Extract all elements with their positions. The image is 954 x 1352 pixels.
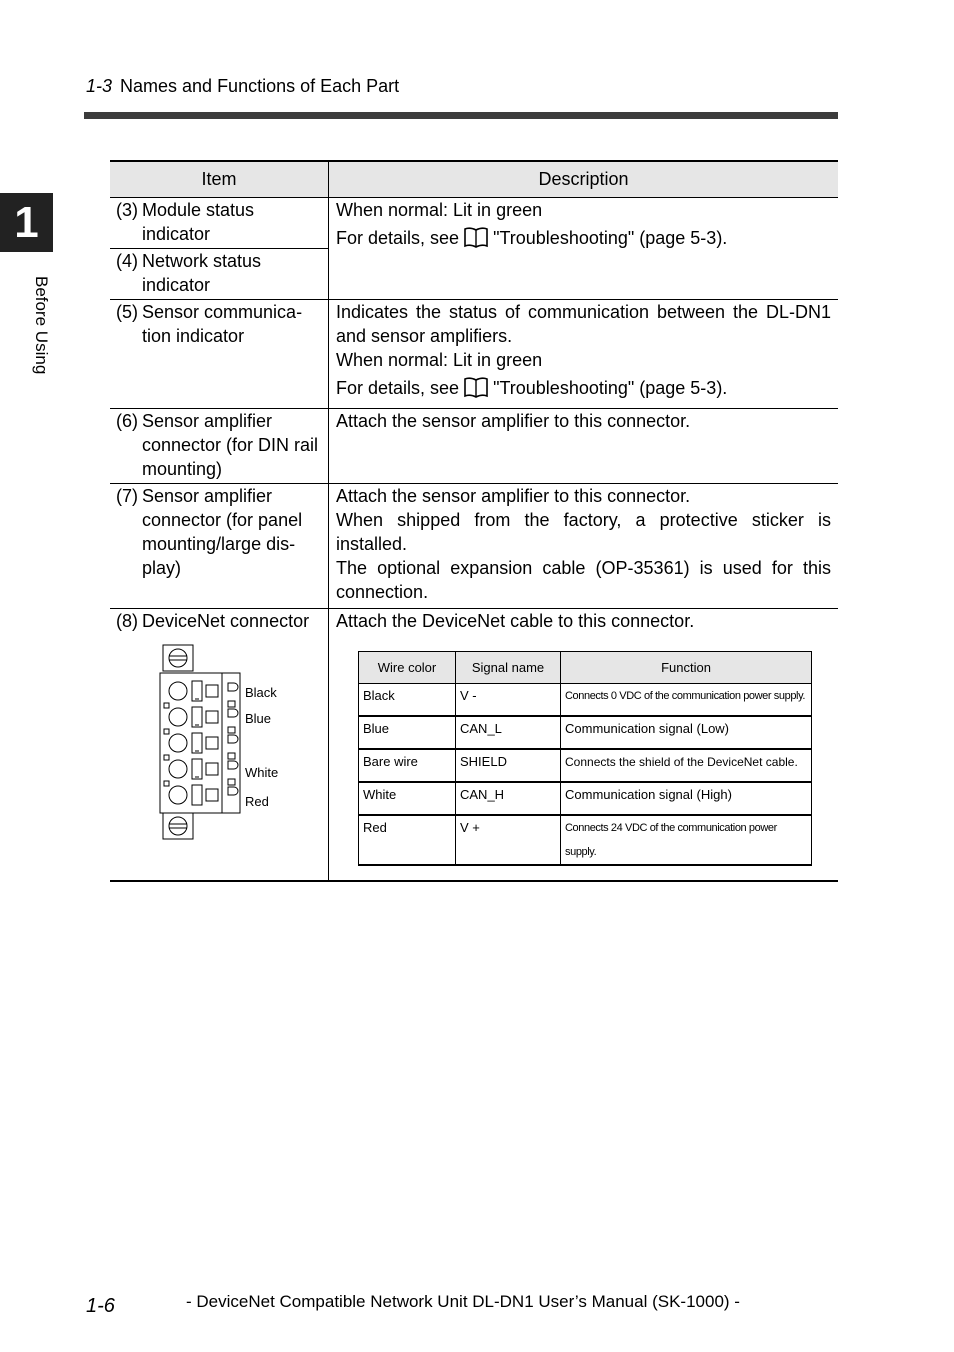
wire-row: White CAN_H Communication signal (High) [359,782,812,815]
chapter-label: Before Using [32,276,51,375]
section-number: 1-3 [86,76,113,96]
header-rule [84,112,838,119]
item-cell: (3) Module status indicator [110,198,329,249]
wire-column-header: Function [561,652,812,684]
item-cell: (4) Network status indicator [110,249,329,300]
page-number: 1-6 [86,1295,115,1317]
item-cell: (7) Sensor amplifier connector (for panel mounting/large dis-play) [110,484,329,609]
wire-row: Bare wire SHIELD Connects the shield of the DeviceNet cable. [359,749,812,782]
wire-row: Blue CAN_L Communication signal (Low) [359,716,812,749]
devicenet-connector-diagram [110,643,320,843]
description-cell: Attach the sensor amplifier to this connector. [329,409,839,484]
manual-book-icon [463,376,489,404]
section-title: Names and Functions of Each Part [120,76,400,96]
item-cell: (8) DeviceNet connector Black Blue White Red [110,609,329,882]
wire-label: Blue [245,711,272,726]
wire-column-header: Wire color [359,652,456,684]
wire-label: White [245,765,279,780]
table-row [110,198,838,249]
parts-table [110,160,838,882]
chapter-tab: 1 [0,193,53,252]
wire-table [358,651,812,866]
table-row [110,609,838,882]
manual-book-icon [463,226,489,254]
description-cell: Indicates the status of communication between the DL-DN1 and sensor amplifiers. When normal: Lit in green For details, see "Troubleshooting" (page 5-3). [329,300,839,409]
description-cell: Attach the sensor amplifier to this connector. When shipped from the factory, a protective sticker is installed. The optional expansion cable (OP-35361) is used for this connection. [329,484,839,609]
table-row [110,300,838,409]
footer-title: - DeviceNet Compatible Network Unit DL-DN1 User’s Manual (SK-1000) - [186,1292,740,1311]
description-cell: Attach the DeviceNet cable to this connector. Wire color Signal name Function Black V - Connects 0 VDC of the communication power supply. Blue CAN_L Communication signal (Low) Bare wire SHIELD Connects the shield of the DeviceNet cable. White CAN_H Communication signal (High) Red V + Connects 24 VDC of the communication power supply. [329,609,839,882]
page-header [86,76,399,97]
wire-column-header: Signal name [456,652,561,684]
wire-row: Red V + Connects 24 VDC of the communication power supply. [359,815,812,865]
wire-label: Black [245,685,277,700]
table-row [110,484,838,609]
item-cell: (6) Sensor amplifier connector (for DIN rail mounting) [110,409,329,484]
wire-row: Black V - Connects 0 VDC of the communication power supply. [359,684,812,717]
item-cell: (5) Sensor communica-tion indicator [110,300,329,409]
column-header-description: Description [329,161,839,198]
column-header-item: Item [110,161,329,198]
table-row [110,409,838,484]
description-cell: When normal: Lit in green For details, see "Troubleshooting" (page 5-3). [329,198,839,300]
wire-label: Red [245,794,269,809]
